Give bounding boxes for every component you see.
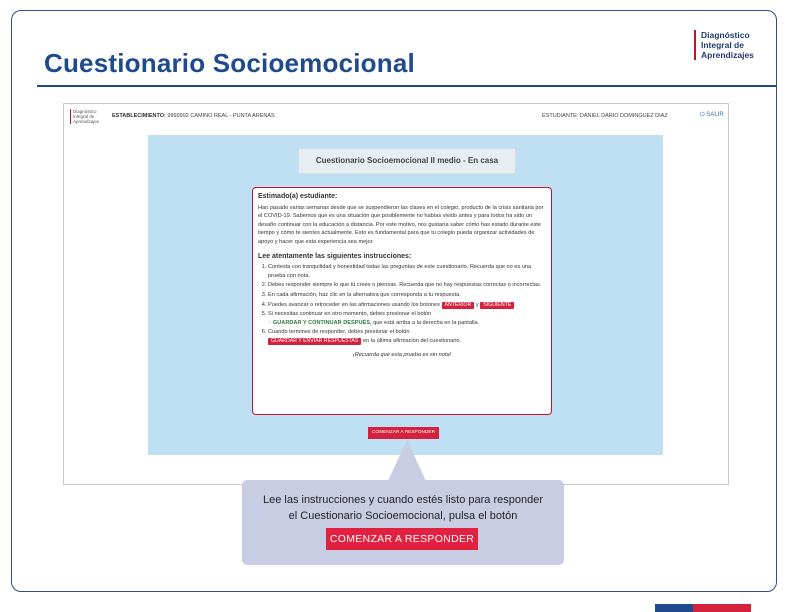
instructions-heading: Lee atentamente las siguientes instrucciones: (258, 252, 412, 260)
app-screenshot (63, 103, 729, 485)
logout-label: SALIR (706, 112, 724, 118)
instruction-text: . (514, 301, 516, 308)
app-logo-line-3: Aprendizajes (73, 119, 100, 124)
app-logo-line-1: Diagnóstico (73, 109, 97, 114)
callout-box (242, 480, 564, 565)
instruction-item: 2. Debes responder siempre lo que tú crees o piensas. Recuerda que no hay respuestas correctas o incorrectas. (268, 281, 546, 290)
callout-text (242, 492, 564, 524)
student-value: DANIEL DARIO DOMINGUEZ DIAZ (579, 113, 668, 119)
instruction-item (268, 310, 546, 327)
intro-text: Han pasado varias semanas desde que se suspendieron las clases en el colegio, producto de la crisis sanitaria por el COVID-19. Sabemos que es una situación que posiblemente no habías vivido antes y para todos ha sido un desafío continuar con la educación a distancia. Por este motivo, nos gustaría saber cómo has estado durante este tiempo y cómo te sientes actualmente. Esto es fundamental para que tu colegio pueda organizar actividades de apoyo y hacer que esta experiencia sea mejor. (258, 204, 544, 245)
instructions-list (258, 263, 546, 345)
logout-icon: ⏻ (700, 112, 705, 118)
instructions-card (252, 187, 552, 415)
brand-line-3: Aprendizajes (701, 50, 754, 60)
instruction-item (268, 328, 546, 345)
student-info (542, 113, 668, 119)
logout-link[interactable] (700, 112, 724, 119)
brand-line-1: Diagnóstico (701, 30, 750, 40)
instruction-text: Puedes avanzar o retroceder en las afirmaciones usando los botones (268, 301, 440, 308)
brand-line-2: Integral de (701, 40, 744, 50)
flag-red (693, 604, 751, 612)
title-divider (37, 85, 777, 87)
school-info (112, 113, 275, 119)
questionnaire-panel (148, 135, 663, 455)
school-label: ESTABLECIMIENTO: (112, 113, 166, 119)
callout-pointer (388, 440, 426, 481)
flag-blue (655, 604, 693, 612)
page-title: Cuestionario Socioemocional (44, 48, 415, 78)
greeting: Estimado(a) estudiante: (258, 193, 338, 200)
instruction-item (268, 301, 546, 310)
instruction-item: 3. En cada afirmación, haz clic en la alternativa que corresponda a tu respuesta. (268, 291, 546, 300)
instruction-text: , que está arriba a la derecha en la pantalla. (369, 319, 480, 326)
callout-line-2: el Cuestionario Socioemocional, pulsa el botón (288, 510, 518, 522)
prev-button-chip: ANTERIOR (442, 302, 475, 309)
student-label: ESTUDIANTE: (542, 113, 579, 119)
save-continue-icon: ◌ (268, 319, 272, 326)
school-value: 9999992 CAMINO REAL - PUNTA ARENAS (167, 113, 275, 119)
app-topbar (64, 104, 728, 134)
callout-line-1: Lee las instrucciones y cuando estés listo para responder (262, 494, 544, 506)
next-button-chip: SIGUIENTE (480, 302, 514, 309)
app-logo (70, 109, 105, 124)
questionnaire-title: Cuestionario Socioemocional II medio - En casa (298, 148, 516, 174)
brand-logo (694, 30, 767, 60)
reminder-text: ¡Recuerda que esta prueba es sin nota! (352, 351, 452, 358)
save-continue-link: GUARDAR Y CONTINUAR DESPUÉS (272, 319, 370, 326)
save-send-button-chip: GUARDAR Y ENVIAR RESPUESTAS (268, 338, 361, 345)
start-button[interactable]: COMENZAR A RESPONDER (368, 427, 439, 439)
footer-flag-stripe (655, 604, 751, 612)
app-logo-line-2: Integral de (73, 114, 95, 119)
callout-start-button[interactable]: COMENZAR A RESPONDER (326, 528, 478, 550)
instruction-text: y (475, 301, 479, 308)
instruction-text: Si necesitas continuar en otro momento, debes presionar el botón (268, 311, 432, 318)
instruction-text: Cuando termines de responder, debes presionar el botón (268, 329, 410, 336)
instruction-item: 1. Contesta con tranquilidad y honestidad todas las preguntas de este cuestionario. Recuerda que no es una prueba con nota. (268, 263, 546, 280)
instruction-text: en la última afirmación del cuestionario. (362, 337, 462, 344)
